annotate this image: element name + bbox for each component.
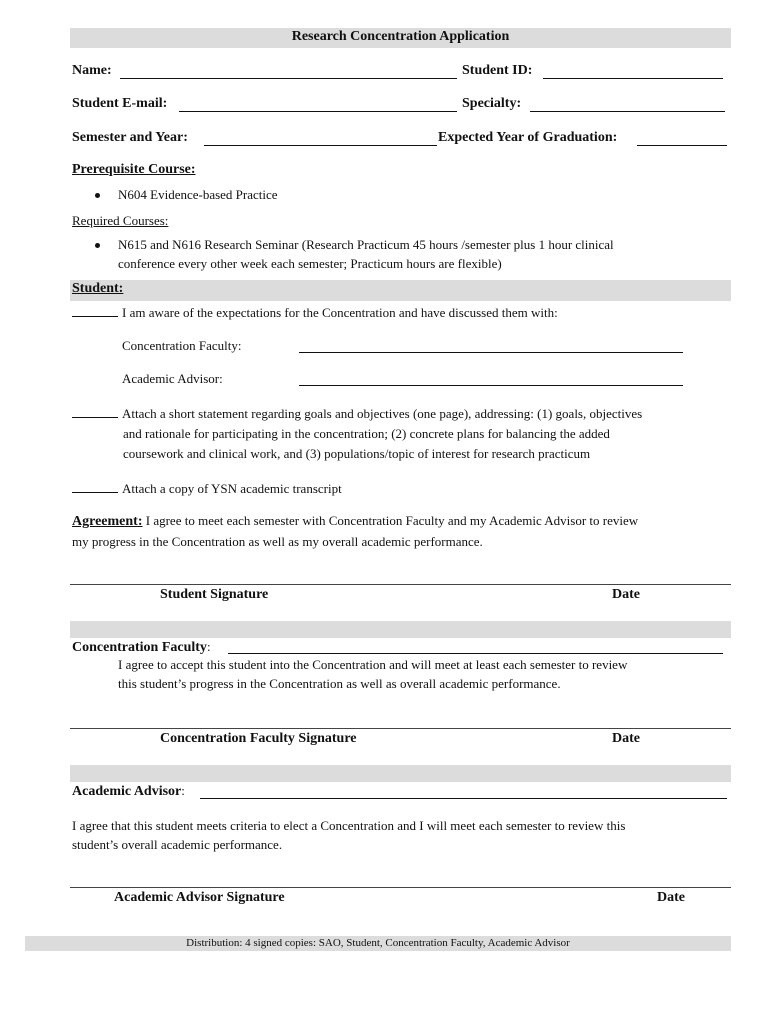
faculty-name-field[interactable]	[299, 352, 683, 353]
student-heading: Student:	[72, 281, 124, 296]
advisor-signature-line[interactable]	[70, 887, 731, 888]
student-signature-line[interactable]	[70, 584, 731, 585]
faculty-signature-label: Concentration Faculty Signature	[160, 731, 357, 746]
attach-statement-line3: coursework and clinical work, and (3) populations/topic of interest for research practicum	[123, 446, 591, 461]
aware-statement: I am aware of the expectations for the Concentration and have discussed them with:	[72, 304, 558, 321]
faculty-date-label: Date	[612, 731, 640, 746]
advisor-heading: Academic Advisor:	[72, 783, 185, 799]
attach-transcript: Attach a copy of YSN academic transcript	[72, 480, 342, 497]
initial-field[interactable]	[72, 405, 118, 418]
specialty-field[interactable]	[530, 111, 725, 112]
distribution-note: Distribution: 4 signed copies: SAO, Student, Concentration Faculty, Academic Advisor	[186, 937, 570, 949]
student-signature-label: Student Signature	[160, 587, 269, 602]
semester-label: Semester and Year:	[72, 130, 188, 145]
graduation-label: Expected Year of Graduation:	[438, 130, 618, 145]
bullet-icon	[95, 193, 100, 198]
attach-statement: Attach a short statement regarding goals and objectives (one page), addressing: (1) goals, objectives	[72, 405, 642, 422]
email-label: Student E-mail:	[72, 96, 168, 111]
initial-field[interactable]	[72, 480, 118, 493]
advisor-signature-label: Academic Advisor Signature	[114, 890, 285, 905]
email-field[interactable]	[179, 111, 457, 112]
advisor-date-label: Date	[657, 890, 685, 905]
advisor-statement-line2: student’s overall academic performance.	[72, 837, 283, 852]
required-item-line1: N615 and N616 Research Seminar (Research Practicum 45 hours /semester plus 1 hour clinical	[118, 237, 614, 252]
prerequisite-heading: Prerequisite Course:	[72, 162, 196, 177]
attach-statement-line2: and rationale for participating in the concentration; (2) concrete plans for balancing the added	[123, 426, 610, 441]
bullet-icon	[95, 243, 100, 248]
faculty-bar	[70, 621, 731, 638]
advisor-statement-line1: I agree that this student meets criteria to elect a Concentration and I will meet each semester to review this	[72, 818, 626, 833]
advisor-name-field[interactable]	[299, 385, 683, 386]
agreement-text-line2: my progress in the Concentration as well as my overall academic performance.	[72, 534, 483, 549]
page-title: Research Concentration Application	[291, 29, 510, 44]
faculty-label: Concentration Faculty:	[122, 338, 242, 353]
agreement-text: Agreement: I agree to meet each semester with Concentration Faculty and my Academic Advisor to review	[72, 513, 639, 529]
advisor-bar	[70, 765, 731, 782]
faculty-heading-field[interactable]	[228, 653, 723, 654]
prerequisite-item: N604 Evidence-based Practice	[118, 187, 278, 202]
advisor-label: Academic Advisor:	[122, 371, 223, 386]
required-heading: Required Courses:	[72, 213, 169, 228]
faculty-statement-line1: I agree to accept this student into the Concentration and will meet at least each semester to review	[118, 657, 628, 672]
name-label: Name:	[72, 63, 112, 78]
semester-field[interactable]	[204, 145, 437, 146]
faculty-statement-line2: this student’s progress in the Concentration as well as overall academic performance.	[118, 676, 561, 691]
student-id-field[interactable]	[543, 78, 723, 79]
student-date-label: Date	[612, 587, 640, 602]
initial-field[interactable]	[72, 304, 118, 317]
faculty-signature-line[interactable]	[70, 728, 731, 729]
specialty-label: Specialty:	[462, 96, 522, 111]
graduation-field[interactable]	[637, 145, 727, 146]
required-item-line2: conference every other week each semester; Practicum hours are flexible)	[118, 256, 502, 271]
faculty-heading: Concentration Faculty:	[72, 639, 211, 655]
advisor-heading-field[interactable]	[200, 798, 727, 799]
name-field[interactable]	[120, 78, 457, 79]
student-bar	[70, 280, 731, 301]
student-id-label: Student ID:	[462, 63, 533, 78]
